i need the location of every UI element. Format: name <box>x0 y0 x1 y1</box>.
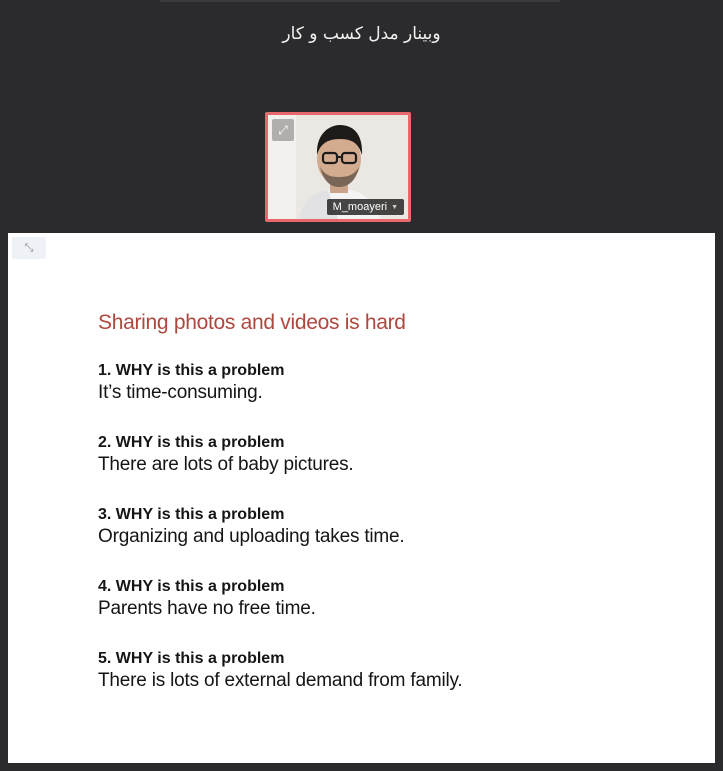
problem-answer: Parents have no free time. <box>98 598 316 619</box>
expand-icon[interactable]: ⤢ <box>272 119 294 141</box>
problem-heading: 3. WHY is this a problem <box>98 506 285 523</box>
problem-heading: 2. WHY is this a problem <box>98 434 285 451</box>
problem-heading: 4. WHY is this a problem <box>98 578 285 595</box>
list-item <box>98 361 658 433</box>
list-item <box>98 505 658 577</box>
caret-down-icon[interactable]: ▼ <box>391 203 398 211</box>
problem-answer: There is lots of external demand from family. <box>98 670 463 691</box>
problem-heading: 5. WHY is this a problem <box>98 650 285 667</box>
problem-answer: Organizing and uploading takes time. <box>98 526 405 547</box>
screen-share-panel <box>8 233 715 763</box>
slide-title: Sharing photos and videos is hard <box>98 311 406 334</box>
top-divider <box>160 0 560 2</box>
meeting-title: وبینار مدل کسب و کار <box>282 24 441 44</box>
problem-answer: It’s time-consuming. <box>98 382 263 403</box>
problem-list <box>98 361 658 721</box>
participant-name: M_moayeri <box>332 201 388 213</box>
participant-name-tag <box>327 199 404 215</box>
participant-video-tile[interactable] <box>265 112 411 222</box>
list-item <box>98 433 658 505</box>
problem-heading: 1. WHY is this a problem <box>98 362 285 379</box>
list-item <box>98 649 658 721</box>
panel-expand-icon[interactable]: ⤡ <box>12 237 46 259</box>
problem-answer: There are lots of baby pictures. <box>98 454 354 475</box>
list-item <box>98 577 658 649</box>
